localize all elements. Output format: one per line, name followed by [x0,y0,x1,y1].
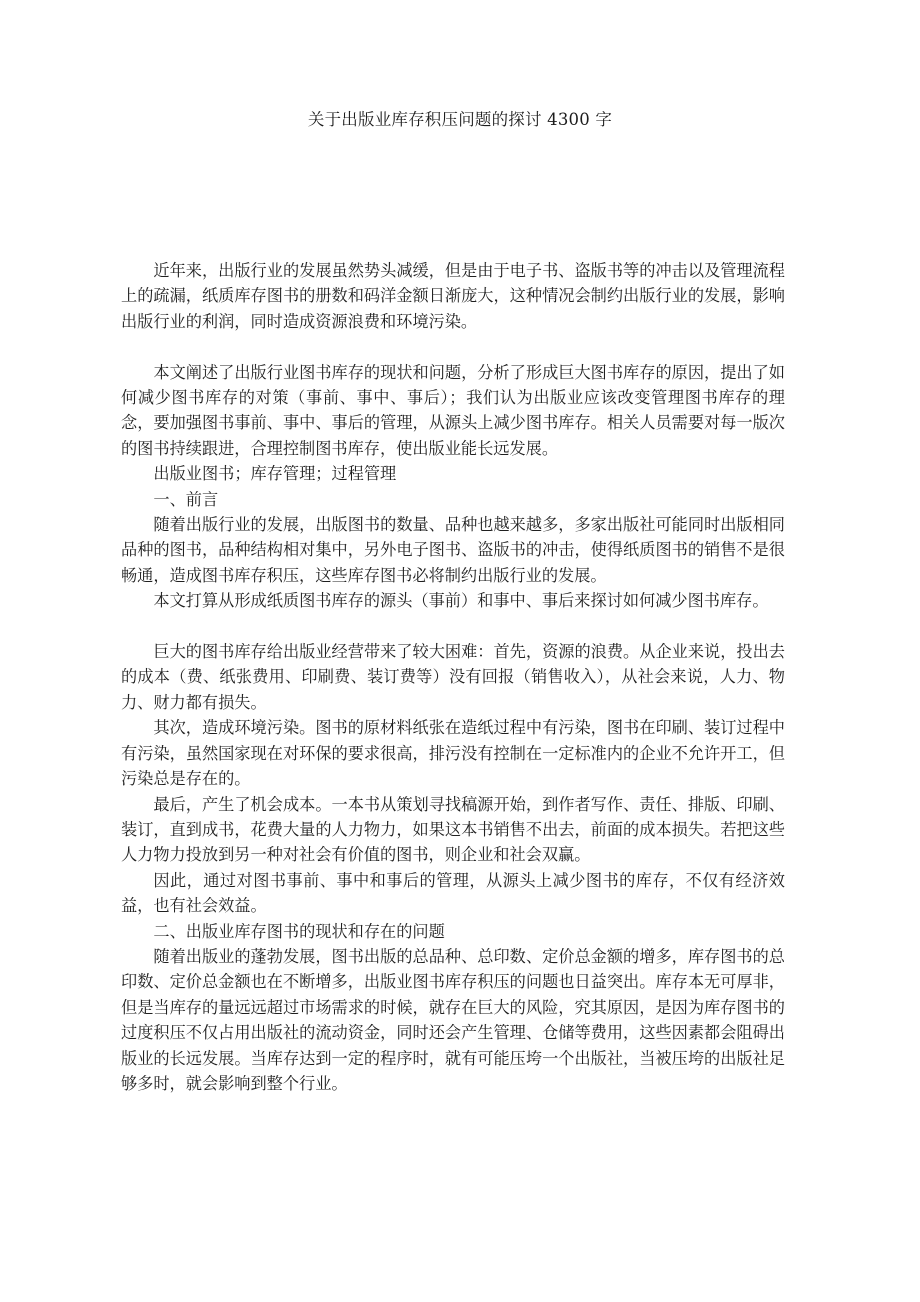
body-paragraph: 近年来，出版行业的发展虽然势头减缓，但是由于电子书、盗版书等的冲击以及管理流程上的疏漏，纸质库存图书的册数和码洋金额日渐庞大，这种情况会制约出版行业的发展，影响出版行业的利润，同时造成资源浪费和环境污染。 [121,261,785,331]
body-paragraph: 巨大的图书库存给出版业经营带来了较大困难：首先，资源的浪费。从企业来说，投出去的成本（费、纸张费用、印刷费、装订费等）没有回报（销售收入），从社会来说，人力、物力、财力都有损失。 [121,642,785,712]
section-heading: 一、前言 [153,489,219,509]
page-title: 关于出版业库存积压问题的探讨 4300 字 [307,110,613,129]
body-paragraph: 本文阐述了出版行业图书库存的现状和问题，分析了形成巨大图书库存的原因，提出了如何减少图书库存的对策（事前、事中、事后）；我们认为出版业应该改变管理图书库存的理念，要加强图书事前、事中、事后的管理，从源头上减少图书库存。相关人员需要对每一版次的图书持续跟进，合理控制图书库存，使出版业能长远发展。 [121,362,785,458]
body-paragraph: 随着出版行业的发展，出版图书的数量、品种也越来越多，多家出版社可能同时出版相同品种的图书，品种结构相对集中，另外电子图书、盗版书的冲击，使得纸质图书的销售不是很畅通，造成图书库存积压，这些库存图书必将制约出版行业的发展。 [121,515,785,585]
section-heading: 二、出版业库存图书的现状和存在的问题 [153,921,445,941]
body-paragraph: 随着出版业的蓬勃发展，图书出版的总品种、总印数、定价总金额的增多，库存图书的总印数、定价总金额也在不断增多，出版业图书库存积压的问题也日益突出。库存本无可厚非，但是当库存的量远远超过市场需求的时候，就存在巨大的风险，究其原因，是因为库存图书的过度积压不仅占用出版社的流动资金，同时还会产生管理、仓储等费用，这些因素都会阻碍出版业的长远发展。当库存达到一定的程序时，就有可能压垮一个出版社，当被压垮的出版社足够多时，就会影响到整个行业。 [121,946,785,1093]
document-body [121,258,785,1096]
body-paragraph: 最后，产生了机会成本。一本书从策划寻找稿源开始，到作者写作、责任、排版、印刷、装订，直到成书，花费大量的人力物力，如果这本书销售不出去，前面的成本损失。若把这些人力物力投放到另一种对社会有价值的图书，则企业和社会双赢。 [121,794,785,865]
body-paragraph: 其次，造成环境污染。图书的原材料纸张在造纸过程中有污染，图书在印刷、装订过程中有污染，虽然国家现在对环保的要求很高，排污没有控制在一定标准内的企业不允许开工，但污染总是存在的。 [121,718,785,789]
body-paragraph: 出版业图书；库存管理；过程管理 [153,464,397,484]
body-paragraph: 因此，通过对图书事前、事中和事后的管理，从源头上减少图书的库存，不仅有经济效益，也有社会效益。 [121,870,785,916]
body-paragraph: 本文打算从形成纸质图书库存的源头（事前）和事中、事后来探讨如何减少图书库存。 [153,591,769,611]
